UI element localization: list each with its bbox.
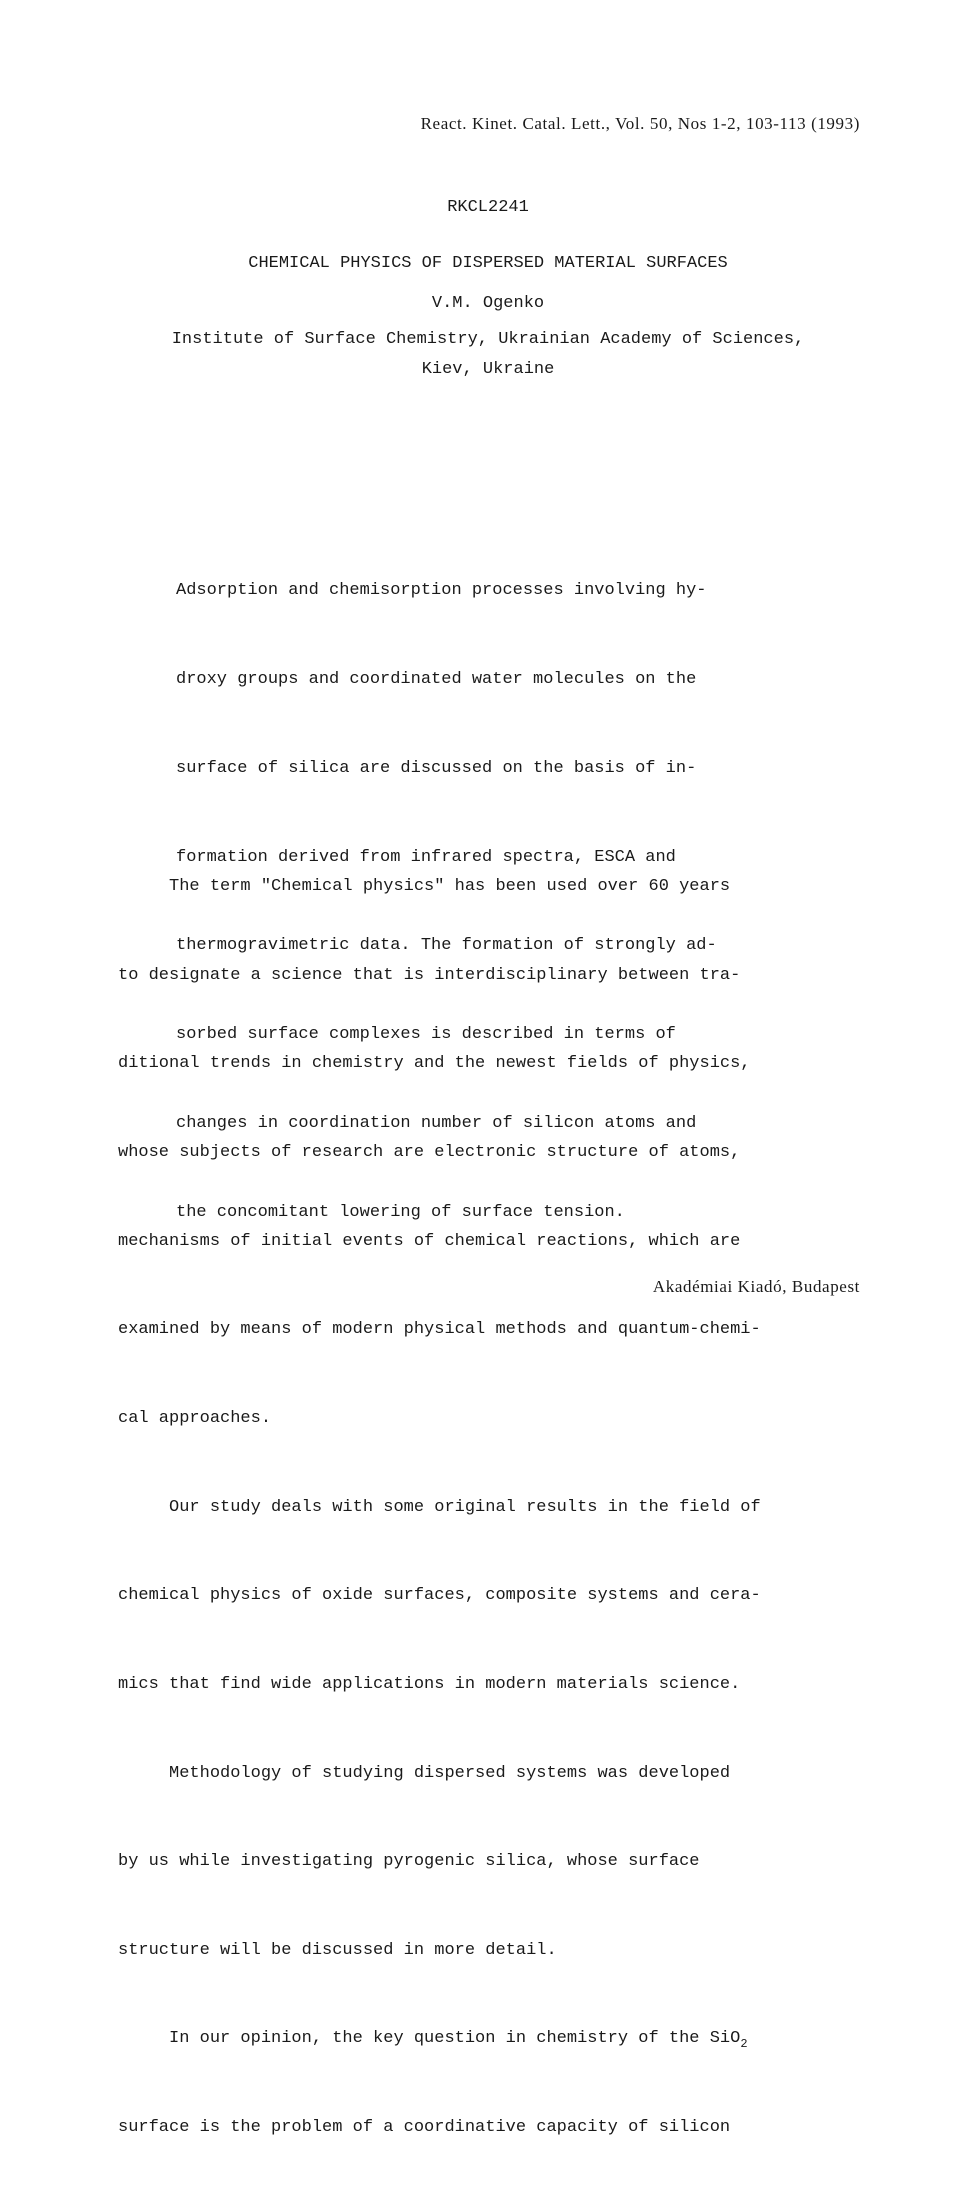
publisher-footer: Akadémiai Kiadó, Budapest (652, 1277, 860, 1296)
body-line: Our study deals with some original results in the field of (118, 1497, 761, 1517)
abstract-line: surface of silica are discussed on the basis of in- (176, 758, 697, 778)
body-line: ditional trends in chemistry and the newest fields of physics, (118, 1054, 751, 1074)
body-line: by us while investigating pyrogenic silica, whose surface (118, 1852, 700, 1872)
body-line: whose subjects of research are electronic structure of atoms, (118, 1143, 741, 1163)
body-line: cal approaches. (118, 1408, 272, 1428)
body-line: Methodology of studying dispersed systems was developed (118, 1763, 731, 1783)
abstract-line: Adsorption and chemisorption processes involving hy- (176, 581, 707, 601)
body-line-text: In our opinion, the key question in chemistry of the SiO (118, 2029, 741, 2049)
sio2-subscript: 2 (740, 2037, 748, 2052)
abstract-line: changes in coordination number of silicon atoms and (176, 1113, 697, 1133)
body-line: to designate a science that is interdisciplinary between tra- (118, 965, 741, 985)
article-author: V.M. Ogenko (431, 294, 545, 313)
body-line: mics that find wide applications in modern materials science. (118, 1674, 741, 1694)
body-line: examined by means of modern physical methods and quantum-chemi- (118, 1320, 761, 1340)
body-line: The term "Chemical physics" has been used over 60 years (118, 877, 731, 897)
article-code: RKCL2241 (447, 198, 529, 217)
body-line: mechanisms of initial events of chemical reactions, which are (118, 1231, 741, 1251)
abstract-line: droxy groups and coordinated water molecules on the (176, 669, 697, 689)
author-affiliation (0, 325, 976, 385)
affiliation-line: Kiev, Ukraine (421, 360, 555, 379)
abstract-line: sorbed surface complexes is described in terms of (176, 1025, 676, 1045)
body-line (118, 2024, 878, 2054)
affiliation-line: Institute of Surface Chemistry, Ukrainian Academy of Sciences, (171, 330, 805, 349)
abstract-line: formation derived from infrared spectra, ESCA and (176, 847, 676, 867)
abstract-line: the concomitant lowering of surface tension. (176, 1202, 625, 1222)
body-line: structure will be discussed in more detail. (118, 1940, 557, 1960)
abstract-line: thermogravimetric data. The formation of strongly ad- (176, 936, 717, 956)
body-text (118, 813, 878, 2202)
journal-reference: React. Kinet. Catal. Lett., Vol. 50, Nos 1-2, 103-113 (1993) (420, 114, 860, 133)
body-line: surface is the problem of a coordinative capacity of silicon (118, 2118, 731, 2138)
body-line: chemical physics of oxide surfaces, composite systems and cera- (118, 1586, 761, 1606)
article-title: CHEMICAL PHYSICS OF DISPERSED MATERIAL SURFACES (248, 254, 728, 273)
